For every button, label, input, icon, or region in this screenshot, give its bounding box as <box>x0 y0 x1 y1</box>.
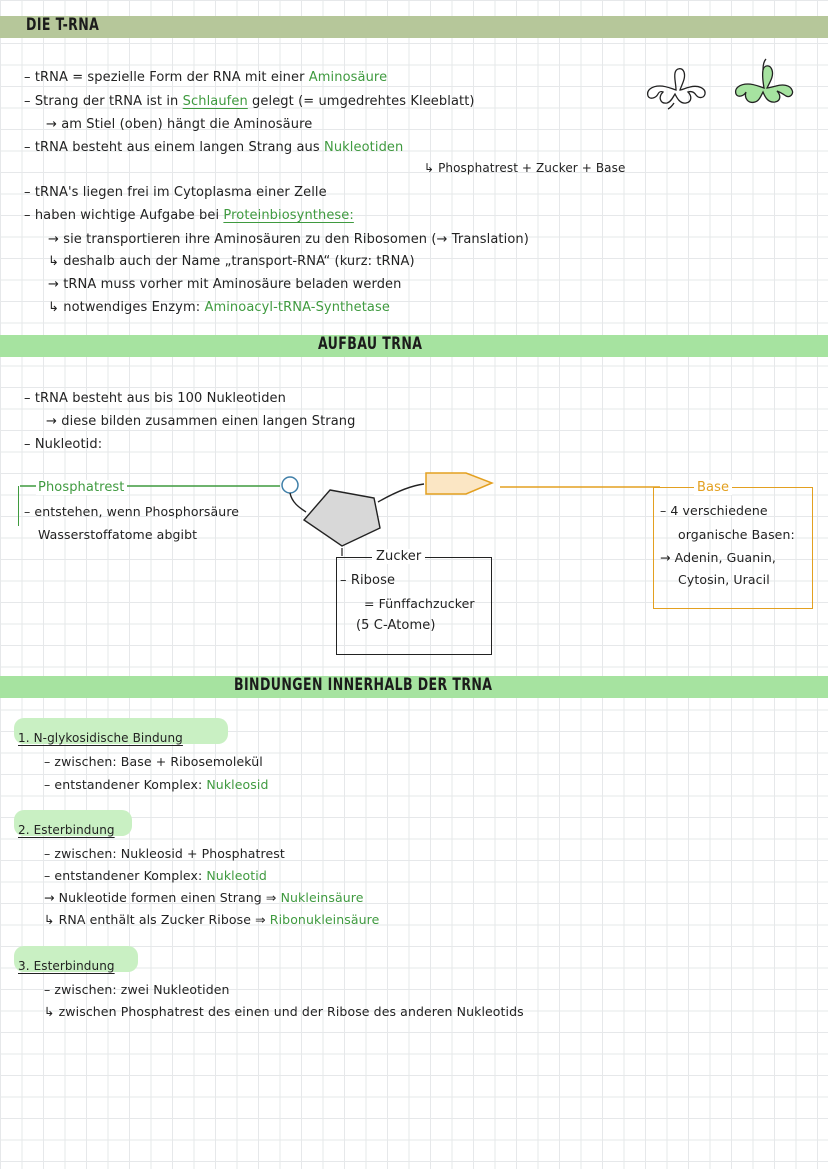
title-band <box>0 16 828 38</box>
phosphat-line-2: Wasserstoffatome abgibt <box>38 527 198 542</box>
intro-line-4: – tRNA besteht aus einem langen Strang aus Nukleotiden <box>24 140 404 155</box>
cloverleaf-green-icon <box>726 58 802 110</box>
schlaufen-term: Schlaufen <box>182 94 248 109</box>
base-title: Base <box>694 480 732 495</box>
intro-line-5: ↳ Phosphatrest + Zucker + Base <box>424 161 626 175</box>
bindungen-heading: BINDUNGEN INNERHALB DER TRNA <box>234 675 493 695</box>
bindung-3-line-1: – zwischen: zwei Nukleotiden <box>44 982 230 997</box>
intro-line-6: – tRNA's liegen frei im Cytoplasma einer Zelle <box>24 185 327 200</box>
base-line-3: → Adenin, Guanin, <box>660 550 776 565</box>
base-shape <box>426 473 492 494</box>
phosphat-title: Phosphatrest <box>38 480 125 495</box>
base-line-4: Cytosin, Uracil <box>678 572 770 587</box>
ribose-pentagon <box>304 490 380 546</box>
page-title: DIE T-RNA <box>26 15 100 35</box>
cloverleaf-outline-icon <box>640 64 712 110</box>
intro-line-8: → sie transportieren ihre Aminosäuren zu den Ribosomen (→ Translation) <box>48 232 529 247</box>
zucker-line-1: – Ribose <box>340 573 396 588</box>
bindung-2-line-1: – zwischen: Nukleosid + Phosphatrest <box>44 846 285 861</box>
bindung-2-line-4: ↳ RNA enthält als Zucker Ribose ⇒ Ribonukleinsäure <box>44 912 380 927</box>
zucker-line-3: (5 C-Atome) <box>356 618 436 633</box>
intro-line-3: → am Stiel (oben) hängt die Aminosäure <box>46 117 313 132</box>
phosphat-circle <box>282 477 298 493</box>
intro-line-11: ↳ notwendiges Enzym: Aminoacyl-tRNA-Synthetase <box>48 300 390 315</box>
base-line-2: organische Basen: <box>678 527 795 542</box>
bindung-1-line-2: – entstandener Komplex: Nukleosid <box>44 777 269 792</box>
bindung-2-line-3: → Nukleotide formen einen Strang ⇒ Nukleinsäure <box>44 890 364 905</box>
bindung-2-title: 2. Esterbindung <box>18 823 115 837</box>
intro-line-7: – haben wichtige Aufgabe bei Proteinbiosynthese: <box>24 208 354 223</box>
aufbau-line-2: → diese bilden zusammen einen langen Strang <box>46 414 356 429</box>
intro-line-9: ↳ deshalb auch der Name „transport-RNA“ (kurz: tRNA) <box>48 254 415 269</box>
phosphat-line-1: – entstehen, wenn Phosphorsäure <box>24 504 240 519</box>
aufbau-line-1: – tRNA besteht aus bis 100 Nukleotiden <box>24 391 286 406</box>
zucker-title: Zucker <box>372 549 425 564</box>
proteinbiosynthese-term: Proteinbiosynthese: <box>223 208 354 223</box>
bindung-3-title: 3. Esterbindung <box>18 959 115 973</box>
bindung-1-title: 1. N-glykosidische Bindung <box>18 731 183 745</box>
aufbau-line-3: – Nukleotid: <box>24 437 103 452</box>
bindung-1-line-1: – zwischen: Base + Ribosemolekül <box>44 754 263 769</box>
aufbau-heading: AUFBAU TRNA <box>318 334 423 354</box>
bindung-2-line-2: – entstandener Komplex: Nukleotid <box>44 868 267 883</box>
base-line-1: – 4 verschiedene <box>660 503 768 518</box>
intro-line-1: – tRNA = spezielle Form der RNA mit einer Aminosäure <box>24 70 388 85</box>
bindung-3-line-2: ↳ zwischen Phosphatrest des einen und der Ribose des anderen Nukleotids <box>44 1004 524 1019</box>
zucker-line-2: = Fünffachzucker <box>364 596 475 611</box>
phosphat-box <box>18 486 19 526</box>
intro-line-2: – Strang der tRNA ist in Schlaufen gelegt (= umgedrehtes Kleeblatt) <box>24 94 475 109</box>
intro-line-10: → tRNA muss vorher mit Aminosäure beladen werden <box>48 277 402 292</box>
